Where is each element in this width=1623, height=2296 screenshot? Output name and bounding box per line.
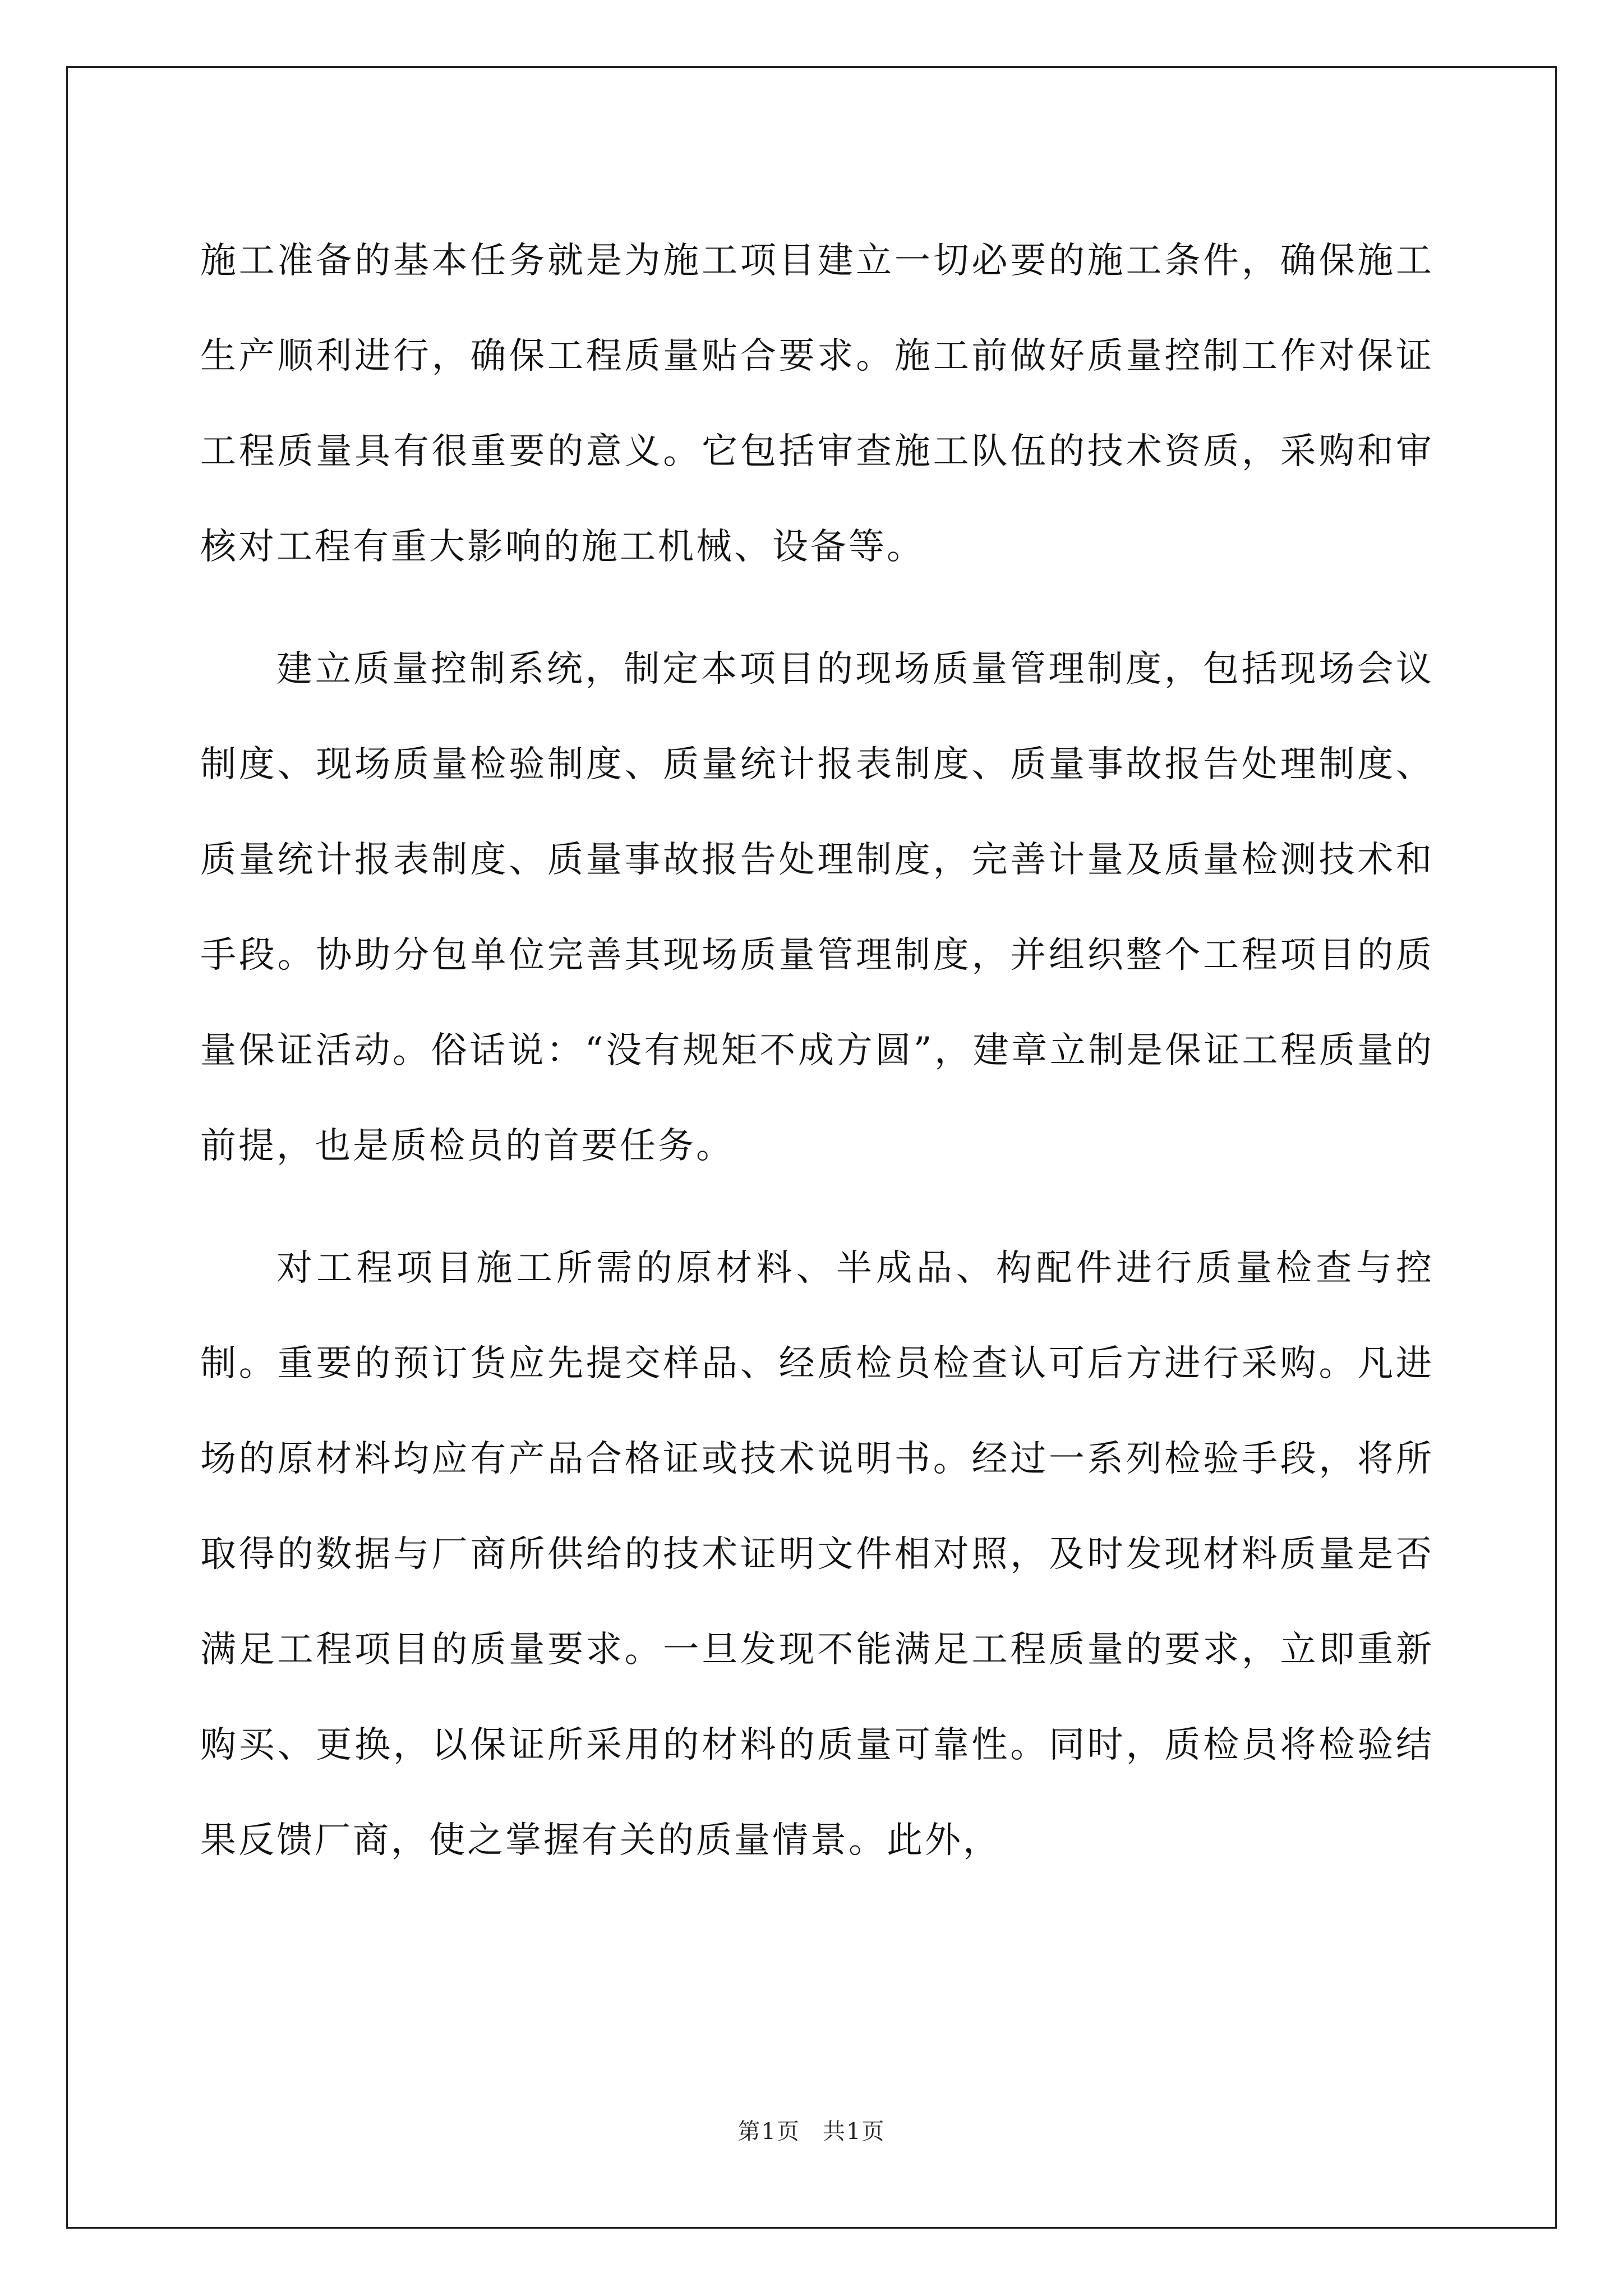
page-number-label: 第1页 [737, 2119, 800, 2145]
page-total-label: 共1页 [823, 2119, 886, 2145]
paragraph-2: 建立质量控制系统，制定本项目的现场质量管理制度，包括现场会议制度、现场质量检验制度、质量统计报表制度、质量事故报告处理制度、质量统计报表制度、质量事故报告处理制度，完善计量及质量检测技术和手段。协助分包单位完善其现场质量管理制度，并组织整个工程项目的质量保证活动。俗话说：“没有规矩不成方圆”，建章立制是保证工程质量的前提，也是质检员的首要任务。 [200, 648, 1434, 1167]
paragraph-1: 施工准备的基本任务就是为施工项目建立一切必要的施工条件，确保施工生产顺利进行，确保工程质量贴合要求。施工前做好质量控制工作对保证工程质量具有很重要的意义。它包括审查施工队伍的技术资质，采购和审核对工程有重大影响的施工机械、设备等。 [200, 240, 1434, 568]
document-body [200, 213, 1434, 1888]
page-footer [0, 2117, 1623, 2146]
paragraph-3: 对工程项目施工所需的原材料、半成品、构配件进行质量检查与控制。重要的预订货应先提交样品、经质检员检查认可后方进行采购。凡进场的原材料均应有产品合格证或技术说明书。经过一系列检验手段，将所取得的数据与厂商所供给的技术证明文件相对照，及时发现材料质量是否满足工程项目的质量要求。一旦发现不能满足工程质量的要求，立即重新购买、更换，以保证所采用的材料的质量可靠性。同时，质检员将检验结果反馈厂商，使之掌握有关的质量情景。此外， [200, 1248, 1434, 1861]
